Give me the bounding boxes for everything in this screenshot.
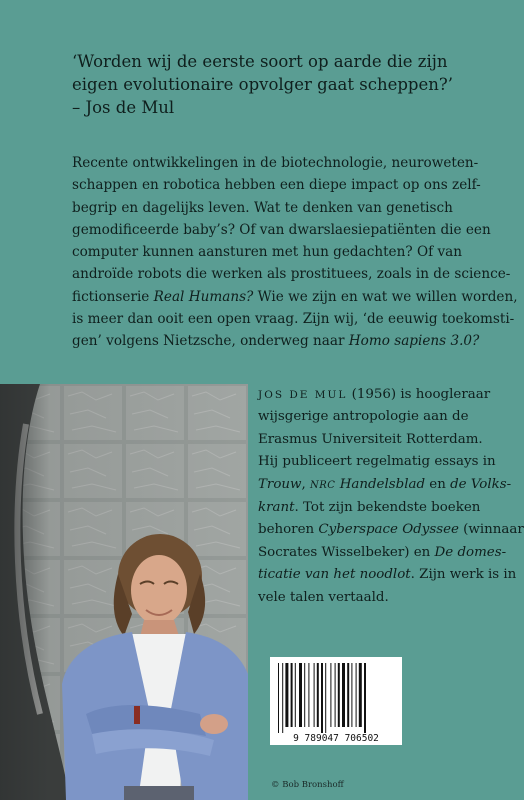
barcode-bar [304,663,305,727]
bio-text: Socrates Wisselbeker) en [258,544,435,560]
quote-line: ‘Worden wij de eerste soort op aarde die zijn [72,52,448,71]
author-bio [258,384,524,609]
barcode-bar [330,663,331,727]
blurb-line: is meer dan ooit een open vraag. Zijn wij, ‘de eeuwig toekomsti- [72,311,515,328]
barcode-bar [291,663,293,727]
barcode-bar [278,663,279,733]
blurb-text: Wie we zijn en wat we willen worden, [253,288,518,305]
barcode-bar [347,663,349,727]
quote-line: eigen evolutionaire opvolger gaat scheppen?’ [72,75,453,94]
bio-text: . Zijn werk is in [410,567,517,583]
barcode-bar [359,663,362,727]
barcode-bar [351,663,352,727]
bio-line: wijsgerige antropologie aan de [258,409,469,425]
cover-quote [72,50,492,119]
quote-attribution: – Jos de Mul [72,98,175,117]
author-photo [0,384,248,800]
blurb-text: fictionserie [72,288,154,305]
book-title: Homo sapiens 3.0? [348,333,480,350]
author-photo-image [0,384,248,800]
isbn-barcode [270,657,402,745]
bio-line: vele talen vertaald. [258,589,389,605]
blurb-line: Recente ontwikkelingen in de biotechnologie, neuroweten- [72,155,479,171]
publication-title: NRC [310,479,336,491]
barcode-bar [356,663,357,727]
bio-line [258,497,516,519]
publication-title: Trouw [258,476,302,492]
barcode-bar [364,663,366,733]
book-title: De domes- [434,544,507,560]
barcode-bar [314,663,315,727]
blurb-line: begrip en dagelijks leven. Wat te denken van genetisch [72,199,453,216]
blurb-line [72,330,492,352]
bio-text: , [301,476,310,492]
photo-credit: © Bob Bronshoff [271,780,344,790]
barcode-bar [308,663,309,727]
blurb-text: gen’ volgens Nietzsche, onderweg naar [72,333,349,350]
barcode-bar [321,663,323,733]
bio-text: behoren [258,522,319,538]
publication-title: Handelsblad [335,476,426,492]
barcode-graphic [270,657,402,745]
bio-line: Hij publiceert regelmatig essays in [258,454,496,470]
bio-line: Erasmus Universiteit Rotterdam. [258,431,483,447]
bio-line [258,519,524,541]
barcode-bar [282,663,283,733]
barcode-bar [338,663,340,727]
publication-title: krant [258,500,295,516]
bio-text: (1956) is hoogleraar [347,387,491,402]
barcode-bar [299,663,302,727]
bio-line [258,474,516,497]
blurb-paragraph [72,152,518,353]
barcode-bar [325,663,326,733]
book-title: ticatie van het noodlot [258,567,411,583]
isbn-number: 9 789047 706502 [293,733,379,744]
barcode-bar [285,663,288,727]
bio-line [258,542,516,564]
bio-text: . Tot zijn bekendste boeken [294,500,481,516]
blurb-line: computer kunnen aansturen met hun gedachten? Of van [72,244,463,261]
publication-title: de Volks- [450,476,512,492]
bio-line [258,384,516,406]
blurb-line: schappen en robotica hebben een diepe impact op ons zelf- [72,177,481,194]
bio-line [258,564,516,586]
blurb-line [72,286,518,308]
barcode-bar [342,663,345,727]
bio-text: en [425,476,451,492]
bio-text: (winnaar [458,522,524,538]
barcode-bar [295,663,296,727]
barcode-bar [317,663,319,727]
book-title: Cyberspace Odyssee [318,522,459,538]
series-title: Real Humans? [153,288,254,305]
barcode-bar [335,663,336,727]
author-name: JOS DE MUL [258,389,348,401]
blurb-line: gemodificeerde baby’s? Of van dwarslaesiepatiënten die een [72,221,491,238]
blurb-line: androïde robots die werken als prostituees, zoals in de science- [72,266,511,283]
